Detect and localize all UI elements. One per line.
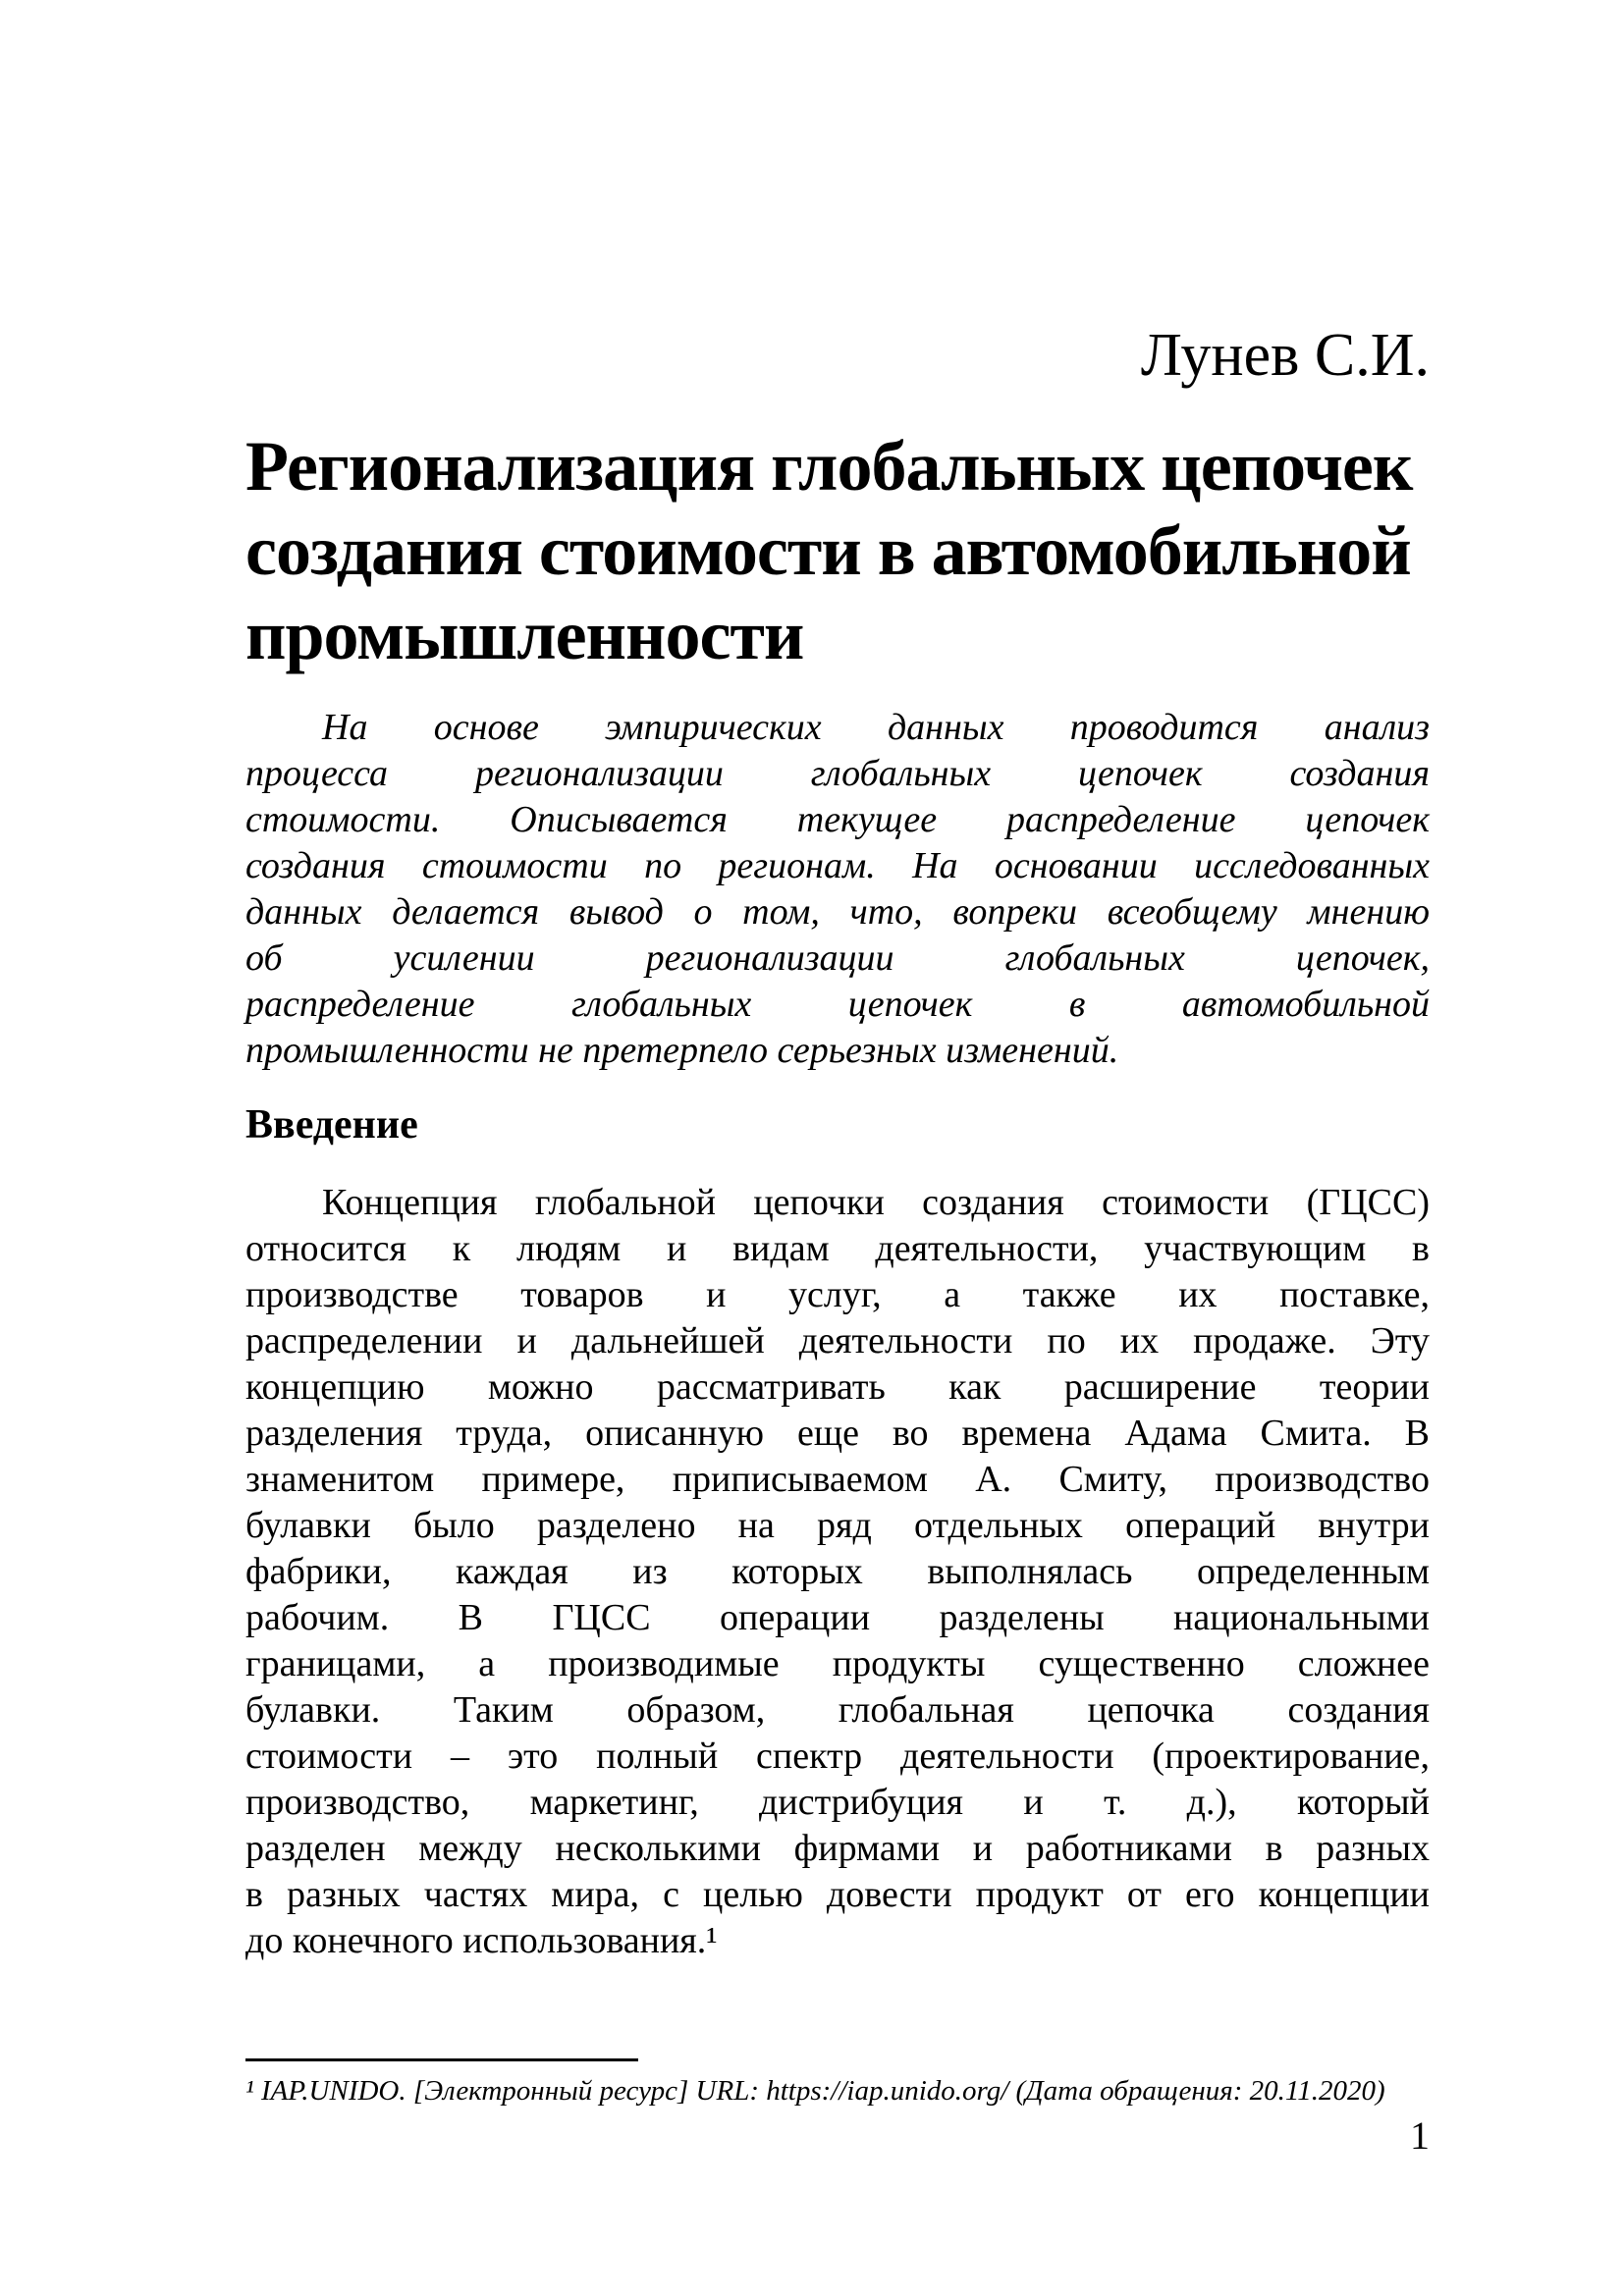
abstract-paragraph — [245, 705, 1430, 1074]
text-line: стоимости. Описывается текущее распределение цепочек — [245, 799, 1430, 840]
text-line: Концепция глобальной цепочки создания стоимости (ГЦСС) — [322, 1182, 1430, 1223]
text-line: производство, маркетинг, дистрибуция и т. д.), который — [245, 1782, 1430, 1823]
text-line: об усилении регионализации глобальных цепочек, — [245, 937, 1430, 979]
text-line: относится к людям и видам деятельности, участвующим в — [245, 1228, 1430, 1269]
author-name: Лунев С.И. — [1140, 322, 1430, 389]
text-line: знаменитом примере, приписываемом А. Смиту, производство — [245, 1459, 1430, 1500]
text-line: производстве товаров и услуг, а также их поставке, — [245, 1274, 1430, 1315]
section-heading-introduction: Введение — [245, 1102, 418, 1148]
text-line: распределение глобальных цепочек в автомобильной — [245, 984, 1430, 1025]
text-line: фабрики, каждая из которых выполнялась определенным — [245, 1551, 1430, 1592]
footnote-divider — [245, 2058, 638, 2061]
text-line: На основе эмпирических данных проводится анализ — [322, 707, 1430, 748]
text-line: стоимости – это полный спектр деятельности (проектирование, — [245, 1735, 1430, 1777]
text-line: рабочим. В ГЦСС операции разделены национальными — [245, 1597, 1430, 1638]
text-line: границами, а производимые продукты существенно сложнее — [245, 1643, 1430, 1684]
text-line: до конечного использования.¹ — [245, 1920, 718, 1961]
page-number: 1 — [1410, 2113, 1430, 2158]
text-line: разделения труда, описанную еще во времена Адама Смита. В — [245, 1413, 1430, 1454]
text-line: процесса регионализации глобальных цепочек создания — [245, 753, 1430, 794]
text-line: промышленности не претерпело серьезных изменений. — [245, 1030, 1119, 1071]
text-line: данных делается вывод о том, что, вопреки всеобщему мнению — [245, 891, 1430, 933]
text-line: концепцию можно рассматривать как расширение теории — [245, 1366, 1430, 1408]
page-title: Регионализация глобальных цепочек создания стоимости в автомобильной промышленности — [245, 427, 1413, 674]
text-line: в разных частях мира, с целью довести продукт от его концепции — [245, 1874, 1430, 1915]
text-line: разделен между несколькими фирмами и работниками в разных — [245, 1828, 1430, 1869]
text-line: булавки. Таким образом, глобальная цепочка создания — [245, 1689, 1430, 1731]
text-line: распределении и дальнейшей деятельности по их продаже. Эту — [245, 1320, 1430, 1362]
text-line: создания стоимости по регионам. На основании исследованных — [245, 845, 1430, 886]
introduction-paragraph — [245, 1180, 1430, 1964]
text-line: булавки было разделено на ряд отдельных операций внутри — [245, 1505, 1430, 1546]
footnote-text: ¹ IAP.UNIDO. [Электронный ресурс] URL: https://iap.unido.org/ (Дата обращения: 20.11.2020) — [245, 2075, 1385, 2107]
